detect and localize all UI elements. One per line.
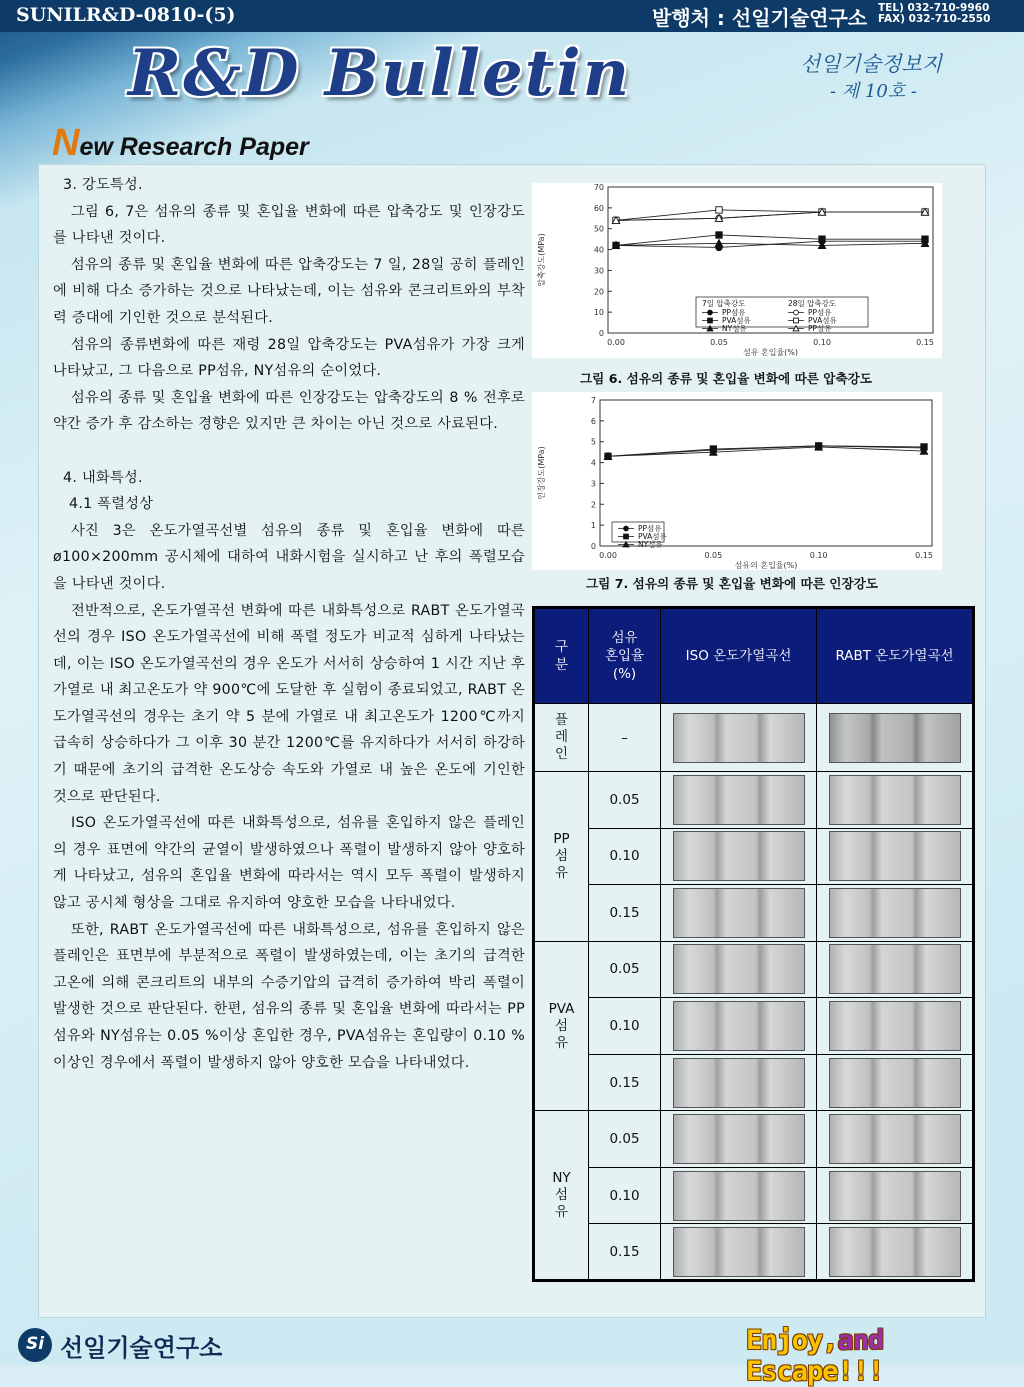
y-tick-label: 1 [590, 521, 596, 531]
fiber-type-cell: NY 섬 유 [534, 1111, 589, 1281]
legend-entry: NY섬유 [722, 324, 747, 333]
legend-header: 28일 압축강도 [788, 299, 837, 308]
fiber-type-cell: PP 섬 유 [534, 772, 589, 942]
fiber-ratio-cell: 0.05 [589, 941, 661, 998]
heading-fire: 4. 내화특성. [63, 469, 143, 486]
fiber-ratio-cell: 0.10 [589, 828, 661, 885]
rabt-photo-cell [817, 941, 974, 998]
data-point [716, 232, 722, 238]
rabt-photo-cell [817, 1054, 974, 1111]
y-tick-label: 10 [593, 308, 604, 318]
iso-photo-cell [661, 1224, 817, 1281]
specimen-photo [673, 831, 805, 881]
paragraph: 그림 6, 7은 섬유의 종류 및 혼입율 변화에 따른 압축강도 및 인장강도를 나타낸 것이다. [53, 203, 525, 247]
specimen-photo [829, 1114, 961, 1164]
specimen-photo [829, 831, 961, 881]
contact-info [878, 3, 990, 25]
specimen-photo [829, 1058, 961, 1108]
y-tick-label: 60 [593, 203, 604, 213]
data-point [708, 310, 713, 315]
x-axis-label: 섬유의 혼입율(%) [734, 561, 798, 570]
bulletin-title: R&D Bulletin [128, 36, 632, 111]
y-tick-label: 70 [593, 183, 604, 192]
specimen-photo [673, 713, 805, 763]
x-axis-label: 섬유 혼입율(%) [742, 348, 799, 357]
y-tick-label: 2 [590, 500, 596, 510]
rabt-photo-cell [817, 704, 974, 772]
iso-photo-cell [661, 1167, 817, 1224]
iso-photo-cell [661, 704, 817, 772]
x-tick-label: 0.10 [813, 338, 831, 347]
iso-photo-cell [661, 828, 817, 885]
figure-7-caption [586, 573, 878, 592]
fax-number: FAX) 032-710-2550 [878, 13, 991, 25]
sunil-logo: Si [18, 1328, 52, 1362]
figure-6-label: 그림 6. [580, 371, 623, 386]
header-fiber-ratio: 섬유 혼입율 (%) [589, 608, 661, 704]
issue-number: - 제 10호 - [830, 81, 918, 102]
fiber-type-cell: PVA 섬 유 [534, 941, 589, 1111]
figure-7-label: 그림 7. [586, 576, 629, 591]
bulletin-name: 선일기술정보지 [800, 52, 943, 76]
slogan-and: and [837, 1325, 884, 1356]
slogan-enjoy: Enjoy, [746, 1325, 838, 1356]
fiber-ratio-cell: 0.10 [589, 998, 661, 1055]
slogan [746, 1325, 1024, 1387]
paragraph: ISO 온도가열곡선에 따른 내화특성으로, 섬유를 혼입하지 않은 플레인의 경우 표면에 약간의 균열이 발생하였으나 폭렬이 발생하지 않아 양호하게 나타났고, 섬유의 혼입율 변화에 따라서는 역시 모두 폭렬이 발생하지 않고 공시체 형상을 그대로 유지하여 양호한 모습을 나타내었다. [53, 815, 525, 912]
rabt-photo-cell [817, 998, 974, 1055]
section-title-rest: ew Research Paper [79, 133, 309, 161]
paragraph: 또한, RABT 온도가열곡선에 따른 내화특성으로, 섬유를 혼입하지 않은 플레인은 표면부에 부분적으로 폭렬이 발생하였는데, 이는 초기의 급격한 고온에 의해 콘크리트의 내부의 수증기압의 급격히 증가하여 박리 폭렬이 발생한 것으로 판단된다. 한편, 섬유의 종류 및 혼입율 변화에 따라서는 PP섬유와 NY섬유는 0.05 %이상 혼입한 경우, PVA섬유는 혼입량이 0.10 %이상인 경우에서 폭렬이 발생하지 않아 양호한 모습을 나타내었다. [53, 921, 525, 1071]
paragraph: 섬유의 종류 및 혼입율 변화에 따른 압축강도는 7 일, 28일 공히 플레인에 비해 다소 증가하는 것으로 나타났는데, 이는 섬유와 콘크리트와의 부착력 증대에 기인한 것으로 분석된다. [53, 256, 525, 326]
x-tick-label: 0.00 [599, 551, 617, 560]
legend-entry: PP섬유 [808, 324, 832, 333]
specimen-photo [673, 1001, 805, 1051]
iso-photo-cell [661, 885, 817, 942]
specimen-photo [829, 775, 961, 825]
article-text [53, 172, 525, 1076]
iso-photo-cell [661, 1054, 817, 1111]
series-line [616, 212, 925, 220]
figure-6-text: 섬유의 종류 및 혼입율 변화에 따른 압축강도 [626, 371, 872, 386]
data-point [794, 310, 799, 315]
specimen-photo [829, 1171, 961, 1221]
y-axis-label: 압축강도(MPa) [537, 233, 546, 287]
document-code: SUNILR&D-0810-(5) [16, 4, 236, 26]
section-initial: N [52, 122, 80, 164]
header-iso-curve: ISO 온도가열곡선 [661, 608, 817, 704]
specimen-photo [829, 944, 961, 994]
fiber-ratio-cell: 0.10 [589, 1167, 661, 1224]
figure-6-caption [580, 368, 872, 387]
table-row [534, 1054, 974, 1111]
data-point [624, 526, 629, 531]
x-tick-label: 0.10 [809, 551, 828, 560]
table-row [534, 828, 974, 885]
legend-entry: PVA섬유 [722, 316, 751, 325]
slogan-escape: Escape!!! [746, 1356, 884, 1387]
paragraph: 전반적으로, 온도가열곡선 변화에 따른 내화특성으로 RABT 온도가열곡선의 경우 ISO 온도가열곡선에 비해 폭렬 정도가 비교적 심하게 나타났는데, 이는 ISO 온도가열곡선의 경우 온도가 서서히 상승하여 1 시간 지난 후 가열로 내 최고온도가 약 900℃에 도달한 후 실험이 종료되었고, RABT 온도가열곡선의 경우는 초기 약 5 분에 가열로 내 최고온도가 1200℃까지 급속히 상승하다가 그 이후 30 분간 1200℃를 유지하다가 서서히 하강하기 때문에 초기의 급격한 온도상승 속도와 가열로 내 높은 온도에 기인한 것으로 판단된다. [53, 602, 525, 805]
paragraph: 섬유의 종류변화에 따른 재령 28일 압축강도는 PVA섬유가 가장 크게 나타났고, 그 다음으로 PP섬유, NY섬유의 순이었다. [53, 336, 525, 380]
y-tick-label: 40 [593, 245, 604, 255]
series-line [616, 243, 925, 245]
data-point [708, 318, 713, 323]
header-rabt-curve: RABT 온도가열곡선 [817, 608, 974, 704]
heading-strength: 3. 강도특성. [63, 177, 143, 193]
table-row [534, 1224, 974, 1281]
iso-photo-cell [661, 772, 817, 829]
y-tick-label: 0 [598, 329, 604, 338]
specimen-photo [673, 1171, 805, 1221]
table-row [534, 885, 974, 942]
specimen-photo [673, 1227, 805, 1277]
fiber-ratio-cell: 0.05 [589, 772, 661, 829]
specimen-photo [673, 775, 805, 825]
legend-entry: PVA섬유 [808, 316, 837, 325]
rabt-photo-cell [817, 1111, 974, 1168]
specimen-photo [673, 1114, 805, 1164]
paragraph: 사진 3은 온도가열곡선별 섬유의 종류 및 혼입율 변화에 따른 ø100×200mm 공시체에 대하여 내화시험을 실시하고 난 후의 폭렬모습을 나타낸 것이다. [53, 522, 525, 592]
table-row [534, 1111, 974, 1168]
table-row [534, 1167, 974, 1224]
y-tick-label: 7 [590, 396, 596, 405]
spalling-photo-table [532, 606, 975, 1282]
publisher: 발행처 : 선일기술연구소 [652, 6, 868, 30]
fiber-ratio-cell: 0.05 [589, 1111, 661, 1168]
specimen-photo [673, 944, 805, 994]
legend-header: 7일 압축강도 [702, 299, 746, 308]
legend-entry: PP섬유 [808, 308, 832, 317]
subheading-spalling: 4.1 폭렬성상 [69, 496, 154, 513]
y-tick-label: 20 [593, 287, 604, 297]
legend-entry: PP섬유 [638, 524, 662, 533]
table-row [534, 772, 974, 829]
footer-institute-name: 선일기술연구소 [60, 1334, 223, 1362]
y-tick-label: 3 [590, 479, 596, 489]
y-tick-label: 4 [590, 458, 596, 468]
y-tick-label: 50 [593, 224, 604, 234]
specimen-photo [829, 888, 961, 938]
x-tick-label: 0.15 [916, 338, 934, 347]
x-tick-label: 0.00 [607, 338, 625, 347]
fiber-ratio-cell: – [589, 704, 661, 772]
rabt-photo-cell [817, 828, 974, 885]
specimen-photo [829, 1001, 961, 1051]
iso-photo-cell [661, 1111, 817, 1168]
table-row [534, 998, 974, 1055]
specimen-photo [829, 713, 961, 763]
rabt-photo-cell [817, 1224, 974, 1281]
paragraph: 섬유의 종류 및 혼입율 변화에 따른 인장강도는 압축강도의 8 % 전후로 약간 증가 후 감소하는 경향은 있지만 큰 차이는 아닌 것으로 사료된다. [53, 389, 525, 433]
x-tick-label: 0.15 [915, 551, 933, 560]
data-point [794, 318, 799, 323]
fiber-ratio-cell: 0.15 [589, 885, 661, 942]
data-point [624, 534, 629, 539]
x-tick-label: 0.05 [704, 551, 723, 560]
y-tick-label: 0 [590, 542, 596, 551]
fiber-ratio-cell: 0.15 [589, 1224, 661, 1281]
specimen-photo [829, 1227, 961, 1277]
rabt-photo-cell [817, 885, 974, 942]
figure-7-text: 섬유의 종류 및 혼입율 변화에 따른 인장강도 [632, 576, 878, 591]
data-point [716, 207, 722, 213]
table-row [534, 941, 974, 998]
fiber-ratio-cell: 0.15 [589, 1054, 661, 1111]
legend-entry: PVA섬유 [638, 532, 667, 541]
specimen-photo [673, 1058, 805, 1108]
section-title [52, 122, 309, 165]
y-tick-label: 6 [590, 416, 596, 426]
compressive-strength-chart [532, 183, 942, 358]
specimen-photo [673, 888, 805, 938]
tensile-strength-chart [532, 392, 942, 570]
header-category: 구 분 [534, 608, 589, 704]
table-row [534, 704, 974, 772]
tel-number: TEL) 032-710-9960 [878, 2, 990, 14]
iso-photo-cell [661, 998, 817, 1055]
y-tick-label: 5 [590, 437, 596, 447]
legend-entry: NY섬유 [638, 540, 663, 549]
rabt-photo-cell [817, 1167, 974, 1224]
legend-entry: PP섬유 [722, 308, 746, 317]
x-tick-label: 0.05 [710, 338, 728, 347]
rabt-photo-cell [817, 772, 974, 829]
y-axis-label: 인장강도(MPa) [537, 446, 546, 500]
fiber-type-cell: 플 레 인 [534, 704, 589, 772]
y-tick-label: 30 [593, 266, 604, 276]
iso-photo-cell [661, 941, 817, 998]
